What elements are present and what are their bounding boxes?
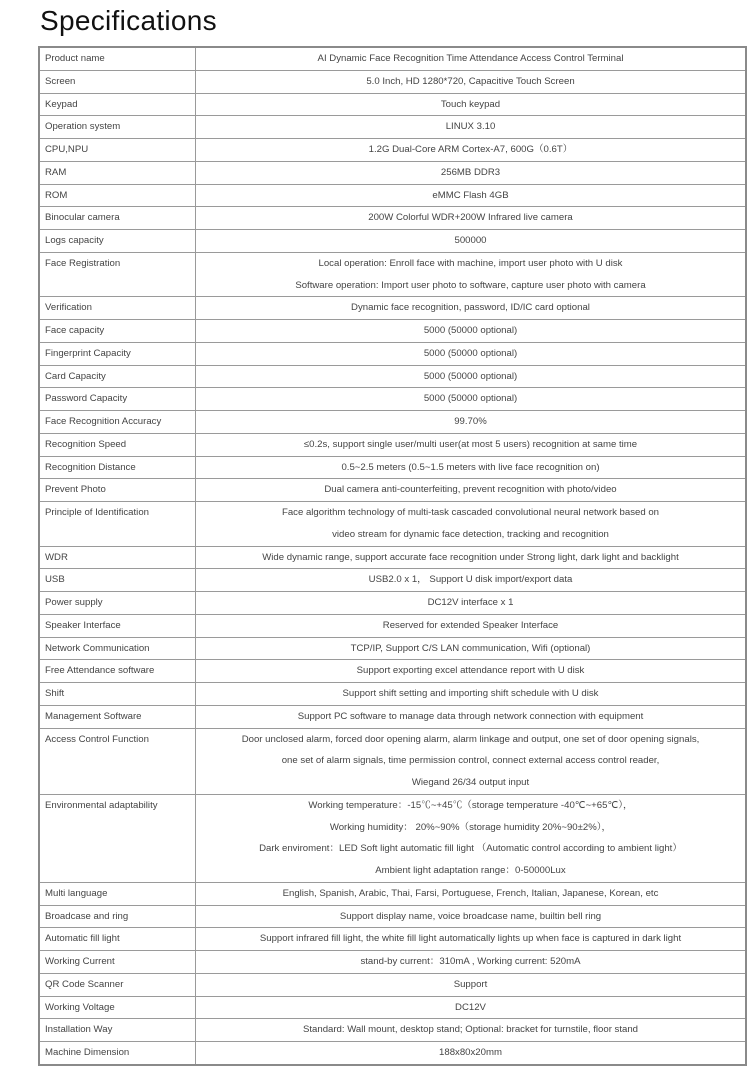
spec-row xyxy=(39,47,746,70)
spec-value-line: AI Dynamic Face Recognition Time Attendance Access Control Terminal xyxy=(317,53,624,64)
spec-label: Recognition Distance xyxy=(45,461,136,473)
spec-row xyxy=(39,342,746,365)
spec-row xyxy=(39,70,746,93)
spec-value-line: Support xyxy=(453,978,488,990)
spec-label-cell xyxy=(39,728,196,794)
spec-label: Face capacity xyxy=(45,325,105,336)
spec-label: Working Current xyxy=(45,956,115,967)
spec-row xyxy=(39,365,746,388)
spec-label: Screen xyxy=(45,75,76,87)
spec-value-line: Support display name, voice broadcase name, builtin bell ring xyxy=(339,910,602,922)
spec-value-line: Working temperature：-15℃~+45℃（storage temperature -40℃~+65℃）， xyxy=(308,799,633,811)
spec-label-cell xyxy=(39,996,196,1019)
spec-value-cell xyxy=(196,411,747,434)
spec-value-cell xyxy=(196,546,747,569)
spec-value-line: 5000 (50000 optional) xyxy=(423,370,518,382)
spec-label-cell xyxy=(39,905,196,928)
spec-value-cell xyxy=(196,70,747,93)
spec-value-line: Support exporting excel attendance report with U disk xyxy=(356,665,585,677)
spec-row xyxy=(39,93,746,116)
spec-label-cell xyxy=(39,683,196,706)
spec-row xyxy=(39,207,746,230)
spec-value-cell xyxy=(196,342,747,365)
spec-value-line: ≤0.2s, support single user/multi user(at most 5 users) recognition at same time xyxy=(303,438,638,450)
spec-value-line: 5000 (50000 optional) xyxy=(423,393,518,405)
spec-label-cell xyxy=(39,569,196,592)
spec-value-line: Reserved for extended Speaker Interface xyxy=(382,619,559,631)
spec-label: Network Communication xyxy=(45,642,150,654)
spec-row xyxy=(39,388,746,411)
spec-value-line: 5.0 Inch, HD 1280*720, Capacitive Touch Screen xyxy=(366,75,575,87)
spec-label: CPU,NPU xyxy=(45,144,89,155)
spec-label: ROM xyxy=(45,189,68,201)
spec-value-line: Dark enviroment：LED Soft light automatic fill light （Automatic control according to ambient light） xyxy=(259,843,682,855)
spec-value-line: Door unclosed alarm, forced door opening alarm, alarm linkage and output, one set of door opening signals, xyxy=(241,733,700,745)
spec-label-cell xyxy=(39,882,196,905)
spec-row xyxy=(39,996,746,1019)
spec-row xyxy=(39,411,746,434)
spec-value-line: Standard: Wall mount, desktop stand; Optional: bracket for turnstile, floor stand xyxy=(302,1024,639,1036)
spec-value-line: DC12V xyxy=(455,1001,486,1013)
spec-value-cell xyxy=(196,905,747,928)
spec-row xyxy=(39,1019,746,1042)
spec-row xyxy=(39,139,746,162)
spec-row xyxy=(39,161,746,184)
spec-label: Product name xyxy=(45,53,105,64)
spec-label: Face Registration xyxy=(45,257,121,269)
spec-label-cell xyxy=(39,116,196,139)
spec-label: WDR xyxy=(45,551,68,563)
spec-row xyxy=(39,728,746,794)
spec-value-line: 99.70% xyxy=(454,416,487,427)
spec-label: Speaker Interface xyxy=(45,619,121,631)
spec-value-cell xyxy=(196,388,747,411)
spec-label-cell xyxy=(39,502,196,547)
spec-value-cell xyxy=(196,728,747,794)
spec-row xyxy=(39,479,746,502)
spec-value-cell xyxy=(196,569,747,592)
spec-row xyxy=(39,951,746,974)
spec-value-line: 256MB DDR3 xyxy=(440,166,501,178)
spec-value-cell xyxy=(196,882,747,905)
specifications-table xyxy=(38,46,747,1066)
spec-label: Broadcase and ring xyxy=(45,910,129,922)
spec-value-cell xyxy=(196,996,747,1019)
spec-row xyxy=(39,320,746,343)
spec-label-cell xyxy=(39,230,196,253)
spec-row xyxy=(39,614,746,637)
spec-label-cell xyxy=(39,388,196,411)
spec-label-cell xyxy=(39,433,196,456)
spec-label-cell xyxy=(39,1019,196,1042)
spec-label: Power supply xyxy=(45,597,103,608)
spec-label: Principle of Identification xyxy=(45,507,149,518)
spec-label: Multi language xyxy=(45,887,108,899)
spec-row xyxy=(39,905,746,928)
spec-value-line: Software operation: Import user photo to software, capture user photo with camera xyxy=(295,279,646,291)
spec-value-cell xyxy=(196,365,747,388)
spec-value-line: 188x80x20mm xyxy=(439,1047,502,1058)
spec-label-cell xyxy=(39,637,196,660)
spec-value-line: Touch keypad xyxy=(440,98,501,110)
spec-value-cell xyxy=(196,660,747,683)
spec-label: Access Control Function xyxy=(45,733,149,745)
spec-value-line: Working humidity： 20%~90%（storage humidity 20%~90±2%）， xyxy=(329,821,612,833)
spec-label-cell xyxy=(39,928,196,951)
spec-value-cell xyxy=(196,1019,747,1042)
spec-row xyxy=(39,660,746,683)
spec-label: Card Capacity xyxy=(45,370,106,382)
spec-value-cell xyxy=(196,794,747,882)
spec-value-line: Face algorithm technology of multi-task cascaded convolutional neural network based on xyxy=(281,507,660,518)
spec-label-cell xyxy=(39,592,196,615)
spec-label: Free Attendance software xyxy=(45,665,155,677)
spec-label-cell xyxy=(39,614,196,637)
spec-value-cell xyxy=(196,184,747,207)
spec-value-cell xyxy=(196,928,747,951)
spec-value-line: Support PC software to manage data through network connection with equipment xyxy=(297,710,644,722)
spec-value-line: LINUX 3.10 xyxy=(445,121,496,133)
spec-label-cell xyxy=(39,93,196,116)
spec-value-cell xyxy=(196,93,747,116)
spec-value-cell xyxy=(196,592,747,615)
spec-value-line: Dynamic face recognition, password, ID/IC card optional xyxy=(351,302,590,314)
spec-label: Keypad xyxy=(45,98,78,110)
spec-label-cell xyxy=(39,207,196,230)
spec-value-line: Support infrared fill light, the white fill light automatically lights up when face is captured in dark light xyxy=(259,933,682,945)
spec-row xyxy=(39,683,746,706)
spec-label: Binocular camera xyxy=(45,212,120,224)
spec-value-line: video stream for dynamic face detection, tracking and recognition xyxy=(332,528,609,540)
spec-value-line: 1.2G Dual-Core ARM Cortex-A7, 600G（0.6T） xyxy=(368,144,573,155)
spec-value-line: Support shift setting and importing shift schedule with U disk xyxy=(342,688,599,699)
spec-row xyxy=(39,252,746,297)
spec-label: Recognition Speed xyxy=(45,438,127,450)
spec-label: Password Capacity xyxy=(45,393,128,405)
spec-value-line: DC12V interface x 1 xyxy=(427,597,514,608)
spec-label-cell xyxy=(39,411,196,434)
spec-row xyxy=(39,592,746,615)
spec-label-cell xyxy=(39,973,196,996)
spec-label-cell xyxy=(39,297,196,320)
spec-label: Logs capacity xyxy=(45,235,104,246)
spec-value-line: 5000 (50000 optional) xyxy=(423,347,518,359)
spec-value-cell xyxy=(196,161,747,184)
spec-row xyxy=(39,1042,746,1065)
spec-label: Machine Dimension xyxy=(45,1047,130,1058)
spec-label-cell xyxy=(39,705,196,728)
spec-label: Operation system xyxy=(45,121,121,133)
spec-label-cell xyxy=(39,320,196,343)
spec-value-cell xyxy=(196,207,747,230)
spec-row xyxy=(39,230,746,253)
spec-label-cell xyxy=(39,794,196,882)
spec-value-line: 200W Colorful WDR+200W Infrared live camera xyxy=(368,212,573,224)
spec-value-cell xyxy=(196,973,747,996)
spec-value-cell xyxy=(196,683,747,706)
spec-value-line: English, Spanish, Arabic, Thai, Farsi, Portuguese, French, Italian, Japanese, Korean, etc xyxy=(282,887,659,899)
spec-label-cell xyxy=(39,161,196,184)
spec-row xyxy=(39,794,746,882)
spec-label: QR Code Scanner xyxy=(45,978,124,990)
spec-row xyxy=(39,116,746,139)
spec-row xyxy=(39,928,746,951)
spec-label-cell xyxy=(39,546,196,569)
spec-row xyxy=(39,502,746,547)
page-title: Specifications xyxy=(40,5,217,36)
spec-label: Shift xyxy=(45,688,65,699)
spec-value-line: Dual camera anti-counterfeiting, prevent recognition with photo/video xyxy=(324,484,617,496)
spec-label: Verification xyxy=(45,302,92,314)
spec-value-line: one set of alarm signals, time permission control, connect external access control reader, xyxy=(281,755,660,767)
spec-label: USB xyxy=(45,574,65,586)
spec-label-cell xyxy=(39,660,196,683)
spec-label: Installation Way xyxy=(45,1024,113,1036)
spec-label-cell xyxy=(39,184,196,207)
spec-value-line: 500000 xyxy=(454,235,487,246)
spec-label: Fingerprint Capacity xyxy=(45,347,131,359)
spec-label: RAM xyxy=(45,166,67,178)
spec-row xyxy=(39,882,746,905)
spec-label-cell xyxy=(39,252,196,297)
spec-value-cell xyxy=(196,637,747,660)
spec-label-cell xyxy=(39,139,196,162)
spec-value-cell xyxy=(196,456,747,479)
spec-label: Prevent Photo xyxy=(45,484,106,496)
spec-value-cell xyxy=(196,951,747,974)
spec-label-cell xyxy=(39,47,196,70)
spec-value-line: 5000 (50000 optional) xyxy=(423,325,518,336)
spec-row xyxy=(39,705,746,728)
spec-value-cell xyxy=(196,252,747,297)
spec-value-line: Ambient light adaptation range：0-50000Lux xyxy=(375,865,566,876)
spec-label: Management Software xyxy=(45,710,142,722)
spec-value-line: Wiegand 26/34 output input xyxy=(411,777,530,788)
spec-value-line: TCP/IP, Support C/S LAN communication, Wifi (optional) xyxy=(350,642,591,654)
spec-label-cell xyxy=(39,1042,196,1065)
spec-label-cell xyxy=(39,70,196,93)
spec-value-cell xyxy=(196,320,747,343)
spec-value-line: 0.5~2.5 meters (0.5~1.5 meters with live face recognition on) xyxy=(341,461,600,473)
spec-label: Face Recognition Accuracy xyxy=(45,416,162,427)
spec-value-cell xyxy=(196,230,747,253)
spec-row xyxy=(39,433,746,456)
spec-value-cell xyxy=(196,47,747,70)
spec-label-cell xyxy=(39,365,196,388)
spec-row xyxy=(39,546,746,569)
spec-value-line: Local operation: Enroll face with machine, import user photo with U disk xyxy=(318,257,623,269)
spec-value-line: USB2.0 x 1， Support U disk import/export data xyxy=(368,574,573,586)
spec-label-cell xyxy=(39,456,196,479)
spec-label-cell xyxy=(39,951,196,974)
spec-value-cell xyxy=(196,479,747,502)
spec-value-line: stand-by current：310mA , Working current: 520mA xyxy=(360,956,581,967)
spec-value-cell xyxy=(196,139,747,162)
spec-value-cell xyxy=(196,116,747,139)
spec-value-cell xyxy=(196,705,747,728)
spec-row xyxy=(39,297,746,320)
spec-label-cell xyxy=(39,479,196,502)
spec-value-cell xyxy=(196,614,747,637)
spec-value-cell xyxy=(196,502,747,547)
spec-value-cell xyxy=(196,297,747,320)
spec-row xyxy=(39,184,746,207)
spec-label-cell xyxy=(39,342,196,365)
spec-value-line: Wide dynamic range, support accurate face recognition under Strong light, dark light and backlight xyxy=(262,551,679,563)
spec-label: Automatic fill light xyxy=(45,933,120,945)
spec-value-cell xyxy=(196,1042,747,1065)
spec-label: Working Voltage xyxy=(45,1001,115,1013)
spec-value-cell xyxy=(196,433,747,456)
spec-label: Environmental adaptability xyxy=(45,799,158,811)
spec-value-line: eMMC Flash 4GB xyxy=(432,189,509,201)
spec-row xyxy=(39,973,746,996)
spec-row xyxy=(39,569,746,592)
spec-row xyxy=(39,456,746,479)
spec-row xyxy=(39,637,746,660)
